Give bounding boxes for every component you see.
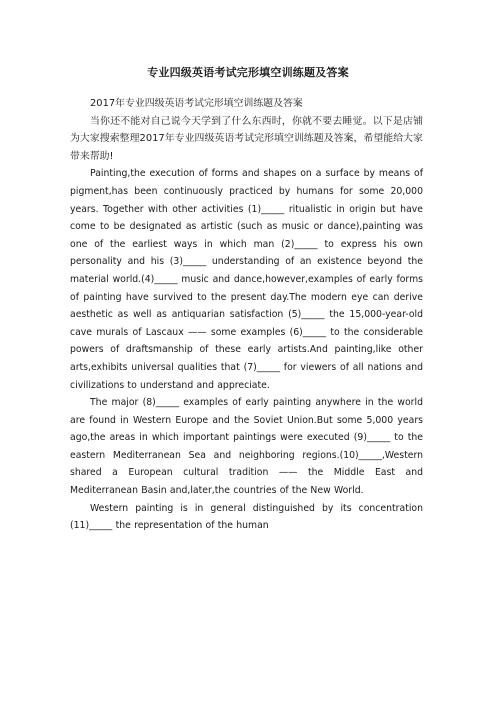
- passage-paragraph-2: The major (8)_____ examples of early painting anywhere in the world are found in Western Europe and the Soviet Union.But some 5,000 years ago,the areas in which important paintings were executed (9)_____ to the eastern Mediterranean Sea and neighboring regions.(10)_____,Western shared a European cultural tradition —— the Middle East and Mediterranean Basin and,later,the countries of the New World.: [70, 397, 423, 497]
- document-body: [70, 95, 423, 535]
- document-title: 专业四级英语考试完形填空训练题及答案: [147, 66, 349, 79]
- passage-paragraph-1: Painting,the execution of forms and shapes on a surface by means of pigment,has been continuously practiced by humans for some 20,000 years. Together with other activities (1)_____ ritualistic in origin but have come to be designated as artistic (such as music or dance),painting was one of the earliest ways in which man (2)_____ to express his own personality and his (3)_____ understanding of an existence beyond the material world.(4)_____ music and dance,however,examples of early forms of painting have survived to the present day.The modern eye can derive aesthetic as well as antiquarian satisfaction (5)_____ the 15,000-year-old cave murals of Lascaux —— some examples (6)_____ to the considerable powers of draftsmanship of these early artists.And painting,like other arts,exhibits universal qualities that (7)_____ for viewers of all nations and civilizations to understand and appreciate.: [70, 168, 423, 391]
- intro-paragraph: 当你还不能对自己说今天学到了什么东西时，你就不要去睡觉。以下是店铺为大家搜索整理2017年专业四级英语考试完形填空训练题及答案，希望能给大家带来帮助!: [70, 115, 423, 162]
- intro-subtitle: 2017年专业四级英语考试完形填空训练题及答案: [90, 98, 303, 109]
- passage-paragraph-3: Western painting is in general distinguished by its concentration (11)_____ the representation of the human: [70, 502, 423, 532]
